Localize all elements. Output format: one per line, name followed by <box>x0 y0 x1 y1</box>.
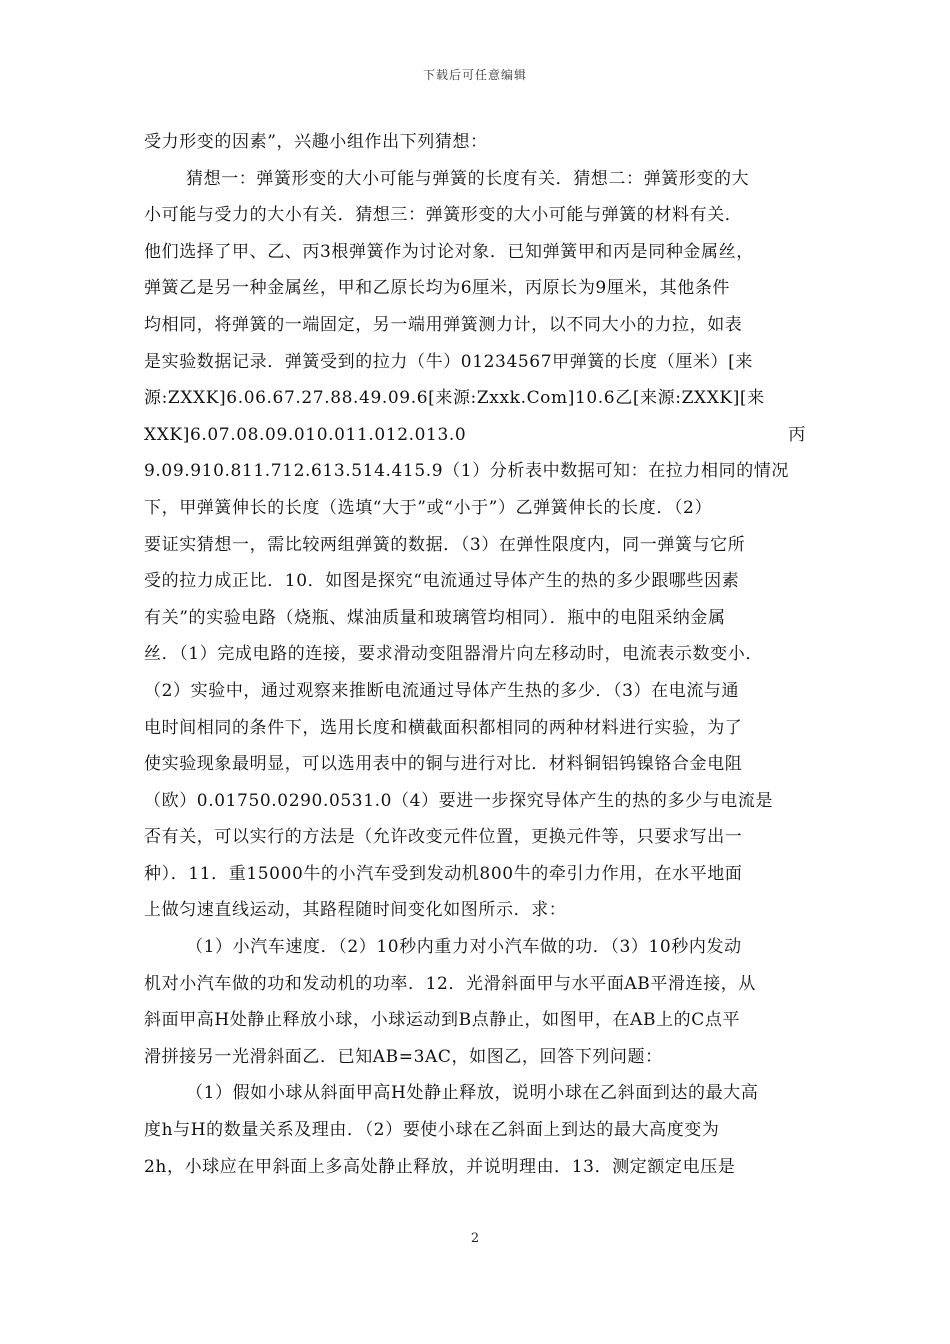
text-line: 2h，小球应在甲斜面上多高处静止释放，并说明理由．13．测定额定电压是 <box>144 1156 736 1177</box>
text-line: （欧）0.01750.0290.0531.0（4）要进一步探究导体产生的热的多少与电流是 <box>144 790 774 811</box>
text-line: 小可能与受力的大小有关．猜想三：弹簧形变的大小可能与弹簧的材料有关． <box>144 205 743 226</box>
text-line: 他们选择了甲、乙、丙3根弹簧作为讨论对象．已知弹簧甲和丙是同种金属丝， <box>144 241 754 262</box>
text-line: 有关”的实验电路（烧瓶、煤油质量和玻璃管均相同）．瓶中的电阻采纳金属 <box>144 607 726 628</box>
text-line: 使实验现象最明显，可以选用表中的铜与进行对比．材料铜铝钨镍铬合金电阻 <box>144 754 743 775</box>
text-line: 斜面甲高H处静止释放小球，小球运动到B点静止，如图甲，在AB上的C点平 <box>144 1010 741 1031</box>
text-line: 机对小汽车做的功和发动机的功率．12．光滑斜面甲与水平面AB平滑连接，从 <box>144 973 756 994</box>
text-line: 受的拉力成正比．10．如图是探究“电流通过导体产生的热的多少跟哪些因素 <box>144 571 740 592</box>
text-line: 弹簧乙是另一种金属丝，甲和乙原长均为6厘米，丙原长为9厘米，其他条件 <box>144 278 731 299</box>
text-line: 否有关，可以实行的方法是（允许改变元件位置，更换元件等，只要求写出一 <box>144 827 743 848</box>
text-line: 9.09.910.811.712.613.514.415.9（1）分析表中数据可知：在拉力相同的情况 <box>144 461 789 482</box>
text-line: 猜想一：弹簧形变的大小可能与弹簧的长度有关．猜想二：弹簧形变的大 <box>186 168 750 189</box>
text-line: 滑拼接另一光滑斜面乙．已知AB=3AC，如图乙，回答下列问题： <box>144 1046 663 1067</box>
text-segment: 丙 <box>788 424 806 445</box>
text-line: 上做匀速直线运动，其路程随时间变化如图所示．求： <box>144 900 567 921</box>
text-line <box>144 417 806 454</box>
text-line: 源:ZXXK]6.06.67.27.88.49.09.6[来源:Zxxk.Com]10.6乙[来源:ZXXK][来 <box>144 388 765 409</box>
page-number: 2 <box>470 1231 480 1246</box>
text-line: 丝．（1）完成电路的连接，要求滑动变阻器滑片向左移动时，电流表示数变小． <box>144 644 763 665</box>
text-line: 度h与H的数量关系及理由．（2）要使小球在乙斜面上到达的最大高度变为 <box>144 1120 720 1141</box>
text-line: 均相同，将弹簧的一端固定，另一端用弹簧测力计，以不同大小的力拉，如表 <box>144 314 743 335</box>
text-line: 电时间相同的条件下，选用长度和横截面积都相同的两种材料进行实验，为了 <box>144 717 743 738</box>
text-line: （1）假如小球从斜面甲高H处静止释放，说明小球在乙斜面到达的最大高 <box>186 1083 759 1104</box>
text-line: 要证实猜想一，需比较两组弹簧的数据．（3）在弹性限度内，同一弹簧与它所 <box>144 534 746 555</box>
body-text <box>144 124 806 1185</box>
text-segment: XXK]6.07.08.09.010.011.012.013.0 <box>144 424 467 445</box>
text-line: 种）．11．重15000牛的小汽车受到发动机800牛的牵引力作用，在水平地面 <box>144 863 743 884</box>
text-line: 是实验数据记录．弹簧受到的拉力（牛）01234567甲弹簧的长度（厘米）[来 <box>144 351 753 372</box>
text-line: （1）小汽车速度．（2）10秒内重力对小汽车做的功．（3）10秒内发动 <box>186 937 742 958</box>
text-line: 下，甲弹簧伸长的长度（选填“大于”或“小于”）乙弹簧伸长的长度．（2） <box>144 497 713 518</box>
text-line: 受力形变的因素”，兴趣小组作出下列猜想： <box>144 132 488 152</box>
text-line: （2）实验中，通过观察来推断电流通过导体产生热的多少．（3）在电流与通 <box>144 680 740 701</box>
page-header: 下载后可任意编辑 <box>422 68 527 82</box>
